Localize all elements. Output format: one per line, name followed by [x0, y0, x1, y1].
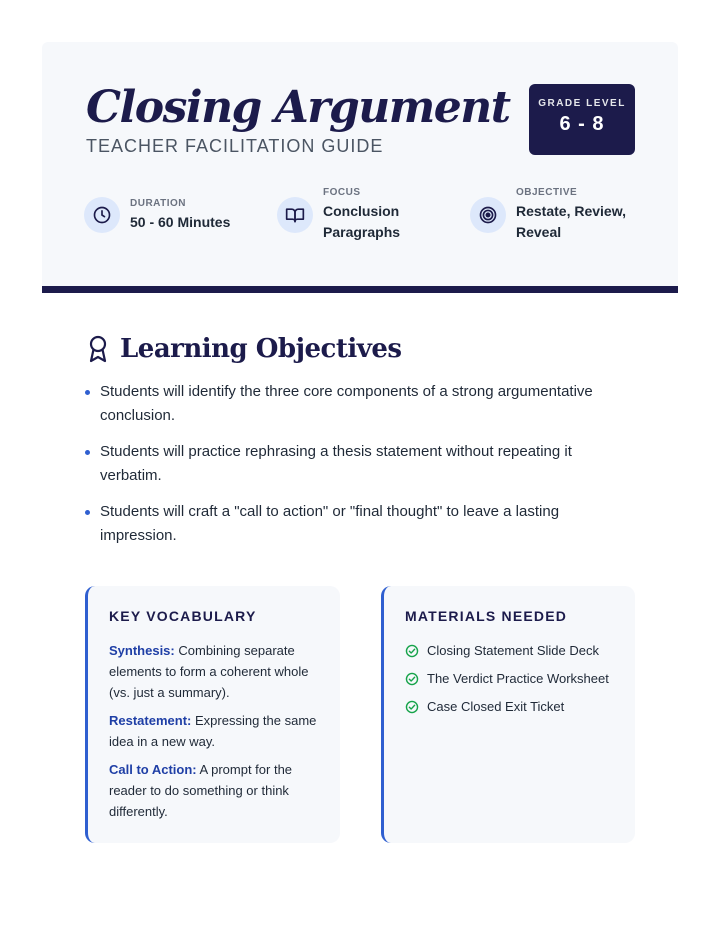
learning-objectives-title: Learning Objectives: [120, 334, 402, 364]
material-label: The Verdict Practice Worksheet: [427, 671, 609, 686]
vocab-term: Synthesis:: [109, 643, 175, 658]
material-label: Closing Statement Slide Deck: [427, 643, 599, 658]
target-icon: [470, 197, 506, 233]
check-circle-icon: [405, 644, 419, 658]
meta-focus-label: FOCUS: [323, 187, 361, 198]
page-subtitle: TEACHER FACILITATION GUIDE: [86, 136, 384, 156]
header-divider: [42, 286, 678, 293]
material-label: Case Closed Exit Ticket: [427, 699, 565, 714]
header-panel: [42, 42, 678, 286]
vocab-entry: [109, 759, 327, 822]
meta-objective-value-line2: Reveal: [516, 224, 562, 240]
meta-objective-value-line1: Restate, Review,: [516, 203, 626, 219]
key-vocabulary-card: [85, 586, 340, 843]
page-title: Closing Argument: [86, 82, 510, 133]
grade-level-label: GRADE LEVEL: [538, 98, 626, 109]
vocabulary-list: [109, 640, 327, 829]
vocab-definition: A prompt for the reader to do something or think differently.: [109, 762, 293, 819]
list-item: Students will practice rephrasing a thesis statement without repeating it verbatim.: [84, 440, 604, 488]
materials-needed-heading: MATERIALS NEEDED: [405, 608, 568, 624]
meta-focus-value-line2: Paragraphs: [323, 224, 401, 240]
list-item: [405, 696, 609, 717]
key-vocabulary-heading: KEY VOCABULARY: [109, 608, 257, 624]
list-item: [405, 640, 609, 661]
vocab-term: Call to Action:: [109, 762, 197, 777]
meta-duration-value: 50 - 60 Minutes: [130, 214, 231, 230]
vocab-entry: [109, 640, 327, 703]
materials-list: [405, 640, 609, 724]
meta-objective-label: OBJECTIVE: [516, 187, 578, 198]
check-circle-icon: [405, 700, 419, 714]
vocab-definition: Combining separate elements to form a coherent whole (vs. just a summary).: [109, 643, 309, 700]
materials-needed-card: [381, 586, 635, 843]
check-circle-icon: [405, 672, 419, 686]
list-item: Students will craft a "call to action" or "final thought" to leave a lasting impression.: [84, 500, 604, 548]
vocab-entry: [109, 710, 327, 752]
clock-icon: [84, 197, 120, 233]
meta-duration-label: DURATION: [130, 198, 187, 209]
list-item: [405, 668, 609, 689]
vocab-term: Restatement:: [109, 713, 192, 728]
vocab-definition: Expressing the same idea in a new way.: [109, 713, 317, 749]
learning-objectives-heading: [86, 334, 402, 364]
objectives-list: [84, 380, 604, 560]
list-item: Students will identify the three core components of a strong argumentative conclusion.: [84, 380, 604, 428]
award-icon: [86, 334, 110, 364]
grade-level-value: 6 - 8: [559, 113, 605, 135]
grade-level-badge: [529, 84, 635, 155]
book-icon: [277, 197, 313, 233]
meta-focus-value-line1: Conclusion: [323, 203, 400, 219]
